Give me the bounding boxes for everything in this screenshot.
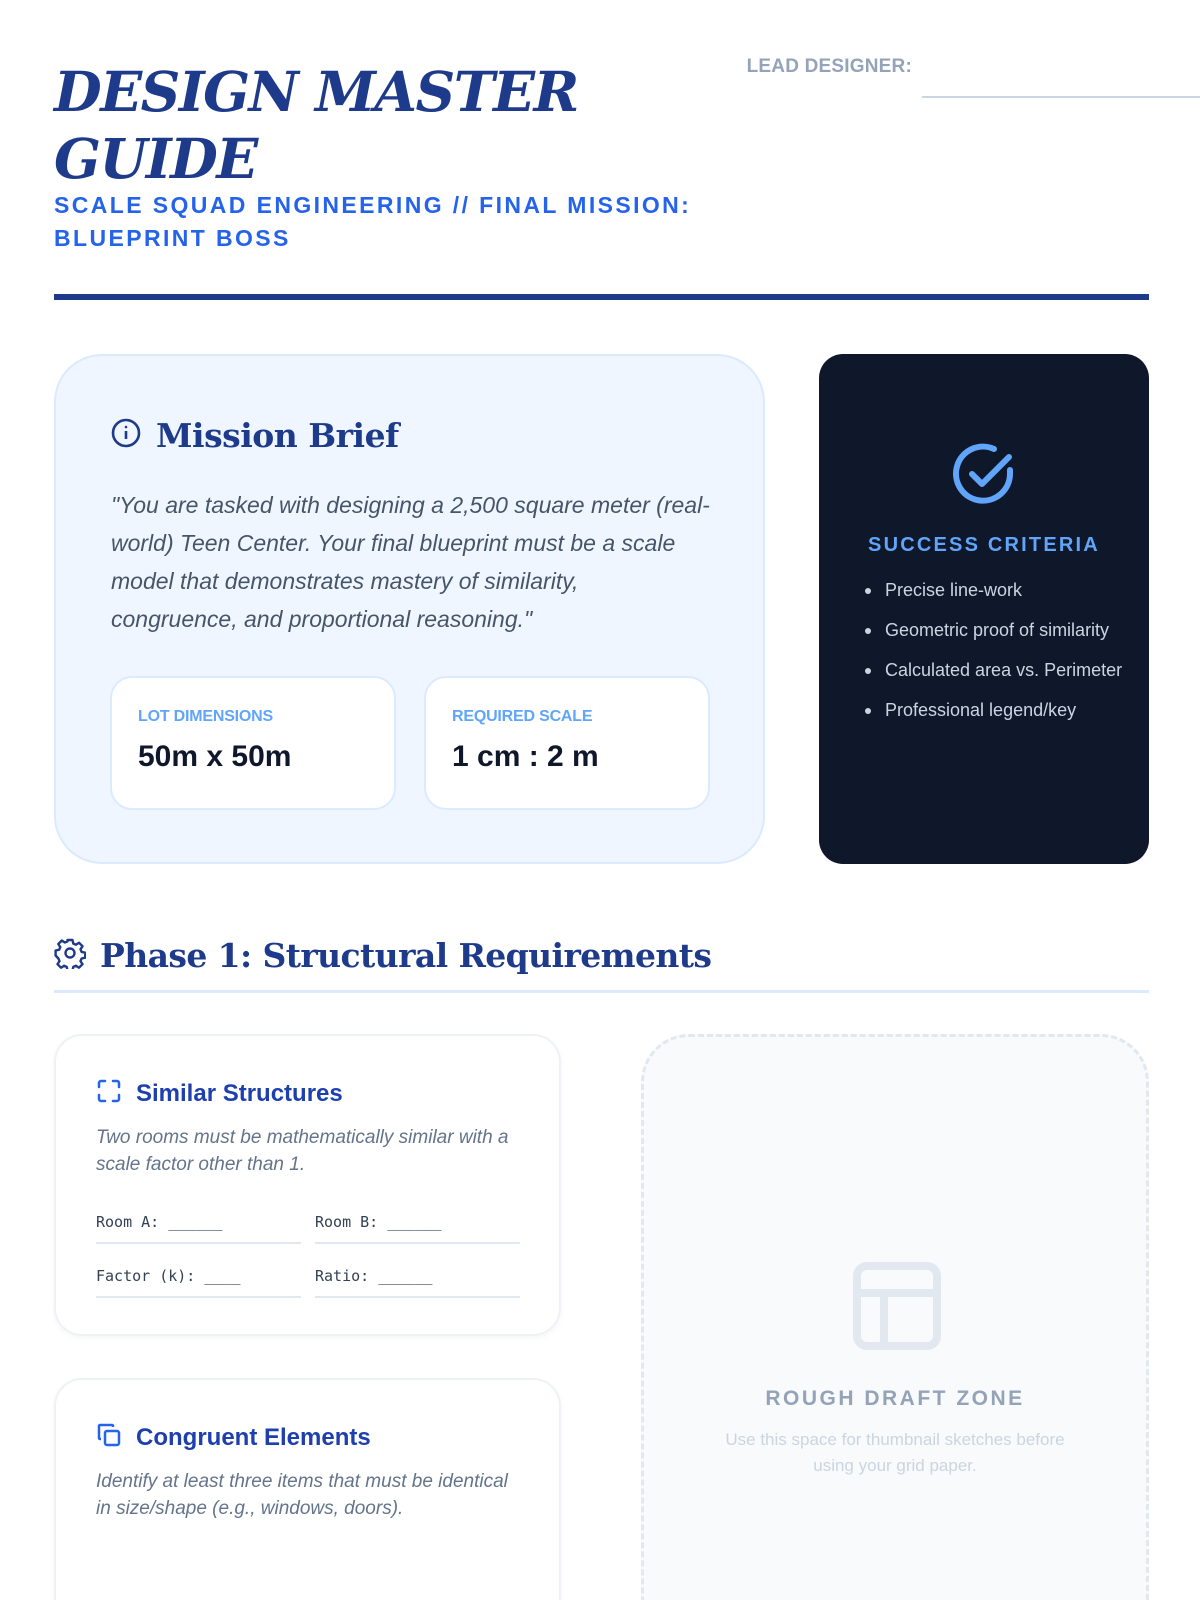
mission-brief-title: Mission Brief (156, 416, 399, 455)
list-item: Calculated area vs. Perimeter (863, 656, 1133, 684)
header-divider (54, 294, 1149, 300)
list-item: Geometric proof of similarity (863, 616, 1133, 644)
lot-dimensions-box (110, 676, 396, 810)
stat-label: LOT DIMENSIONS (138, 708, 273, 725)
ratio-field[interactable]: Ratio: ______ (315, 1262, 520, 1298)
card-header (96, 1422, 371, 1453)
similar-structures-card (54, 1034, 561, 1336)
congruent-elements-card (54, 1378, 561, 1600)
gear-icon (54, 937, 86, 974)
room-b-field[interactable]: Room B: ______ (315, 1208, 520, 1244)
success-criteria-panel (819, 354, 1149, 864)
copy-icon (96, 1422, 122, 1453)
phase-divider (54, 990, 1149, 993)
lead-designer-label: LEAD DESIGNER: (746, 56, 912, 77)
page-title: DESIGN MASTER GUIDE (54, 59, 578, 191)
rough-draft-description: Use this space for thumbnail sketches before using your grid paper. (725, 1430, 1065, 1475)
phase-header (54, 936, 711, 975)
stat-value: 50m x 50m (138, 740, 292, 773)
rough-draft-title: ROUGH DRAFT ZONE (765, 1387, 1025, 1410)
page-subtitle: SCALE SQUAD ENGINEERING // FINAL MISSION: BLUEPRINT BOSS (54, 192, 692, 251)
required-scale-box (424, 676, 710, 810)
mission-brief-header (110, 416, 399, 455)
info-icon (110, 417, 142, 454)
page-header (54, 56, 1149, 251)
success-criteria-title: SUCCESS CRITERIA (868, 534, 1100, 556)
card-title: Similar Structures (136, 1079, 343, 1107)
stat-label: REQUIRED SCALE (452, 708, 593, 725)
scale-factor-field[interactable]: Factor (k): ____ (96, 1262, 301, 1298)
lead-designer-line[interactable] (922, 96, 1200, 98)
card-description: Two rooms must be mathematically similar with a scale factor other than 1. (96, 1127, 509, 1175)
room-a-field[interactable]: Room A: ______ (96, 1208, 301, 1244)
rough-draft-zone[interactable] (641, 1034, 1149, 1600)
list-item: Professional legend/key (863, 696, 1133, 724)
layout-icon (852, 1261, 942, 1351)
check-circle-icon (950, 440, 1018, 508)
card-header (96, 1078, 343, 1109)
mission-brief-card (54, 354, 765, 864)
phase-title: Phase 1: Structural Requirements (100, 936, 712, 975)
card-description: Identify at least three items that must be identical in size/shape (e.g., windows, doors). (96, 1471, 508, 1519)
frame-corners-icon (96, 1078, 122, 1109)
list-item: Precise line-work (863, 576, 1133, 604)
lead-designer-field[interactable] (744, 54, 1149, 114)
card-title: Congruent Elements (136, 1423, 371, 1451)
stat-value: 1 cm : 2 m (452, 740, 599, 773)
mission-brief-quote: "You are tasked with designing a 2,500 square meter (real-world) Teen Center. Your final blueprint must be a scale model that demonstrates mastery of similarity, congruence, and proportional reasoning." (111, 492, 710, 632)
success-criteria-list (863, 576, 1133, 736)
